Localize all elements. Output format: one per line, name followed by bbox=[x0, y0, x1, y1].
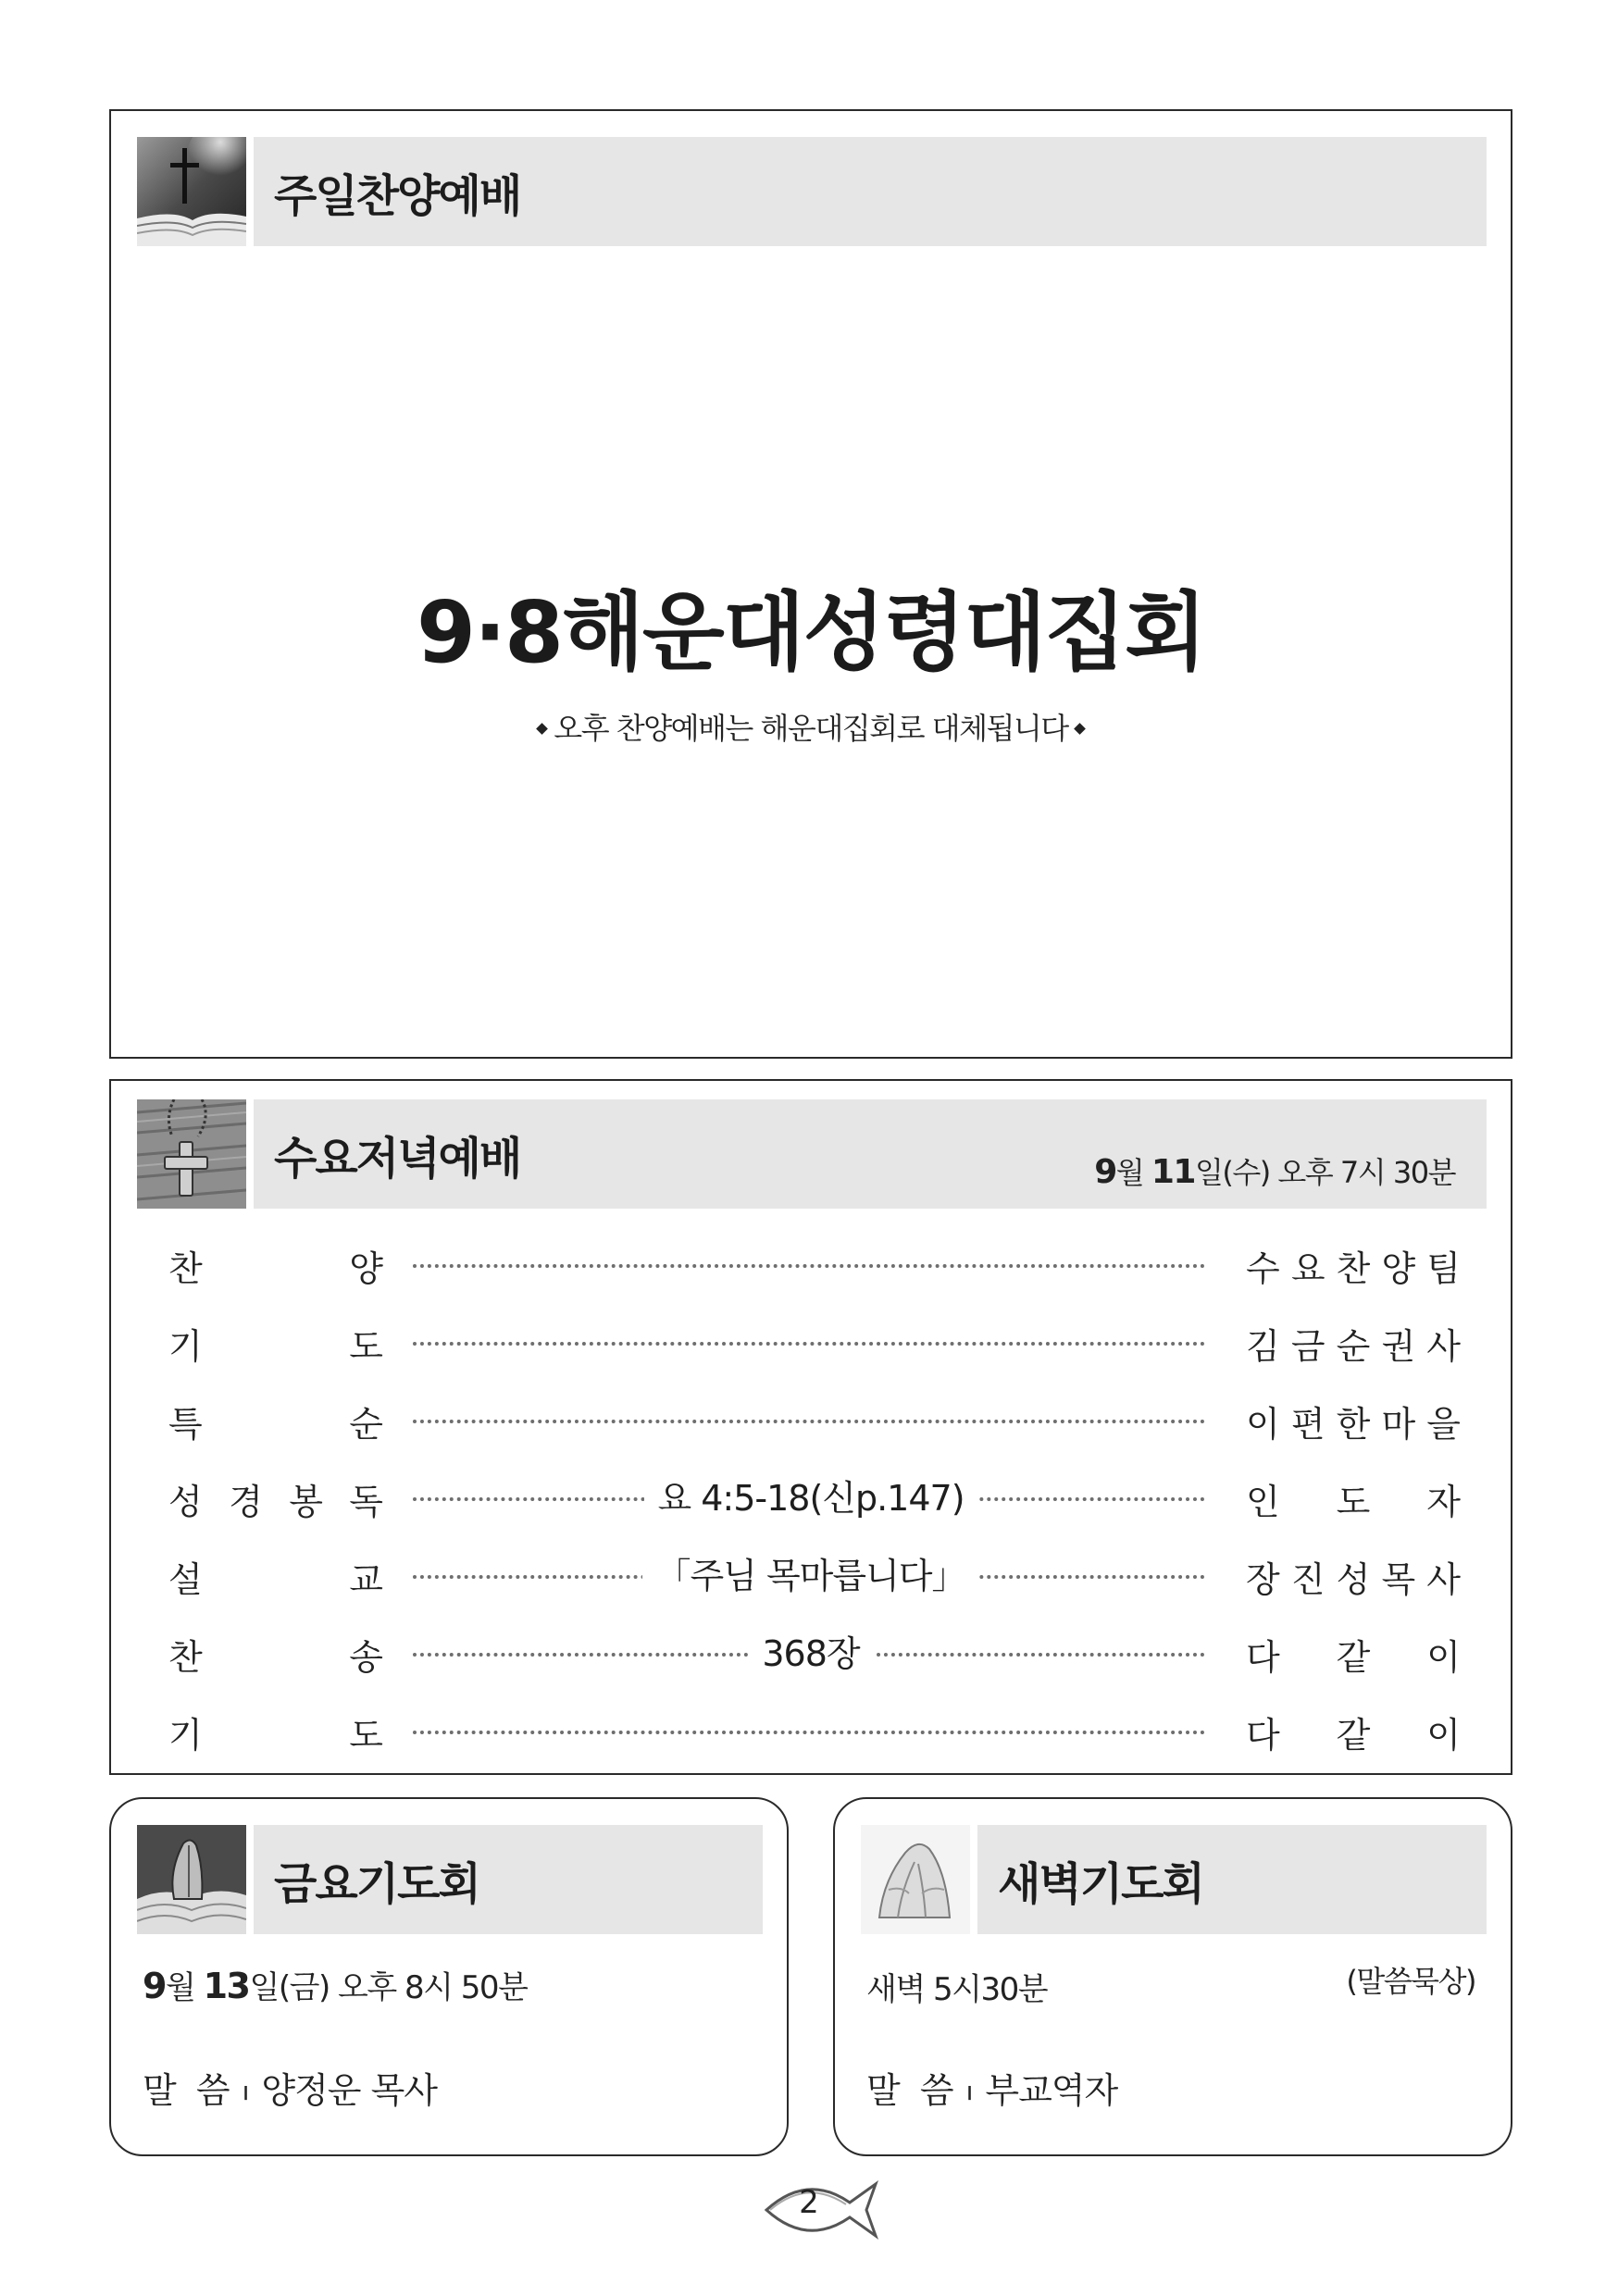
order-label-char: 독 bbox=[349, 1482, 383, 1522]
order-person bbox=[1246, 1318, 1461, 1369]
cross-candle-photo-icon bbox=[137, 137, 246, 246]
month-number: 9 bbox=[1094, 1153, 1116, 1191]
order-label-char: 찬 bbox=[168, 1637, 203, 1678]
order-label-char: 찬 bbox=[168, 1248, 203, 1289]
order-person-char: 요 bbox=[1290, 1248, 1326, 1289]
service-time: 새벽 5시30분 bbox=[866, 1971, 1048, 2008]
word-label: 말 씀 bbox=[866, 2070, 953, 2111]
separator: ı bbox=[965, 2076, 973, 2106]
order-person-char: 자 bbox=[1426, 1482, 1461, 1522]
month-number: 9 bbox=[143, 1966, 166, 2006]
day-time: 일(금) 오후 8시 50분 bbox=[249, 1969, 528, 2006]
page-number-badge bbox=[761, 2173, 881, 2243]
month-unit: 월 bbox=[165, 1969, 204, 2006]
order-person-char: 같 bbox=[1336, 1715, 1371, 1756]
dawn-header bbox=[861, 1825, 1487, 1934]
section-title: 새벽기도회 bbox=[998, 1857, 1203, 1910]
order-detail: 「주님 목마릅니다」 bbox=[642, 1556, 978, 1596]
order-row bbox=[111, 1233, 1511, 1288]
order-person-char: 금 bbox=[1290, 1326, 1326, 1367]
order-person-char: 한 bbox=[1336, 1404, 1371, 1445]
speaker-line bbox=[866, 2062, 1117, 2113]
order-person bbox=[1246, 1240, 1461, 1291]
wednesday-header bbox=[137, 1099, 1487, 1209]
order-person bbox=[1246, 1551, 1461, 1602]
dotted-leader bbox=[413, 1731, 1205, 1734]
order-person-char: 진 bbox=[1290, 1559, 1326, 1600]
day-number: 13 bbox=[203, 1966, 250, 2006]
sunday-header bbox=[137, 137, 1487, 246]
service-datetime bbox=[1094, 1149, 1455, 1192]
order-person-char: 사 bbox=[1426, 1559, 1461, 1600]
word-label: 말 씀 bbox=[143, 2070, 230, 2111]
praying-hands-bible-photo-icon bbox=[137, 1825, 246, 1934]
order-person-char: 을 bbox=[1426, 1404, 1461, 1445]
order-label-char: 설 bbox=[168, 1559, 203, 1600]
order-person-char: 사 bbox=[1426, 1326, 1461, 1367]
order-person bbox=[1246, 1473, 1461, 1524]
headline-note: 오후 찬양예배는 해운대집회로 대체됩니다 bbox=[554, 711, 1068, 746]
order-label-char: 특 bbox=[168, 1404, 203, 1445]
order-row bbox=[111, 1621, 1511, 1677]
order-person-char: 마 bbox=[1381, 1404, 1416, 1445]
service-note: (말씀묵상) bbox=[1346, 1964, 1475, 1999]
dawn-title-bar bbox=[977, 1825, 1487, 1934]
order-label-char: 도 bbox=[349, 1715, 383, 1756]
day-time: 일(수) 오후 7시 30분 bbox=[1194, 1155, 1455, 1190]
order-label bbox=[168, 1706, 383, 1757]
order-label-char: 성 bbox=[168, 1482, 203, 1522]
sunday-title-bar bbox=[254, 137, 1487, 246]
order-person-char: 같 bbox=[1336, 1637, 1371, 1678]
wednesday-title-bar bbox=[254, 1099, 1487, 1209]
dotted-leader bbox=[413, 1342, 1205, 1346]
service-datetime bbox=[143, 1962, 527, 2007]
section-title: 주일찬양예배 bbox=[274, 169, 521, 222]
speaker: 양정운 목사 bbox=[261, 2070, 437, 2111]
order-person-char: 순 bbox=[1336, 1326, 1371, 1367]
order-detail: 요 4:5-18(신p.147) bbox=[644, 1478, 977, 1519]
dotted-leader bbox=[413, 1420, 1205, 1423]
section-title: 수요저녁예배 bbox=[274, 1132, 521, 1185]
order-person-char: 장 bbox=[1246, 1559, 1280, 1600]
order-person-char: 이 bbox=[1426, 1715, 1461, 1756]
order-person-char: 찬 bbox=[1336, 1248, 1371, 1289]
order-row bbox=[111, 1544, 1511, 1599]
order-row bbox=[111, 1699, 1511, 1755]
separator: ı bbox=[242, 2076, 249, 2106]
rosary-cross-photo-icon bbox=[137, 1099, 246, 1209]
wednesday-worship-section bbox=[109, 1079, 1512, 1775]
speaker-line bbox=[143, 2062, 437, 2113]
order-person bbox=[1246, 1706, 1461, 1757]
friday-prayer-section bbox=[109, 1797, 789, 2156]
section-title: 금요기도회 bbox=[274, 1857, 479, 1910]
order-person-char: 이 bbox=[1426, 1637, 1461, 1678]
page-number: 2 bbox=[799, 2184, 819, 2221]
order-person bbox=[1246, 1629, 1461, 1680]
dawn-prayer-section bbox=[833, 1797, 1512, 2156]
order-person bbox=[1246, 1396, 1461, 1446]
order-row bbox=[111, 1466, 1511, 1521]
order-label-char: 순 bbox=[349, 1404, 383, 1445]
day-number: 11 bbox=[1151, 1153, 1195, 1191]
order-label bbox=[168, 1318, 383, 1369]
order-person-char: 인 bbox=[1246, 1482, 1280, 1522]
order-person-char: 권 bbox=[1381, 1326, 1416, 1367]
order-label-char: 기 bbox=[168, 1715, 203, 1756]
praying-hands-photo-icon bbox=[861, 1825, 970, 1934]
order-label bbox=[168, 1396, 383, 1446]
order-person-char: 편 bbox=[1290, 1404, 1326, 1445]
order-label-char: 양 bbox=[349, 1248, 383, 1289]
order-row bbox=[111, 1310, 1511, 1366]
month-unit: 월 bbox=[1115, 1155, 1151, 1190]
order-person-char: 김 bbox=[1246, 1326, 1280, 1367]
order-detail: 368장 bbox=[749, 1633, 872, 1674]
sunday-worship-section bbox=[109, 109, 1512, 1059]
order-label-char: 기 bbox=[168, 1326, 203, 1367]
order-person-char: 목 bbox=[1381, 1559, 1416, 1600]
order-label-char: 송 bbox=[349, 1637, 383, 1678]
friday-title-bar bbox=[254, 1825, 763, 1934]
order-person-char: 양 bbox=[1381, 1248, 1416, 1289]
diamond-bullet-icon bbox=[1074, 723, 1086, 735]
headline-note-line bbox=[111, 705, 1511, 748]
speaker: 부교역자 bbox=[985, 2070, 1118, 2111]
headline: 9·8해운대성령대집회 bbox=[417, 583, 1205, 682]
diamond-bullet-icon bbox=[536, 723, 548, 735]
order-row bbox=[111, 1388, 1511, 1444]
order-label bbox=[168, 1240, 383, 1291]
order-label-char: 교 bbox=[349, 1559, 383, 1600]
order-person-char: 다 bbox=[1246, 1715, 1280, 1756]
order-person-char: 수 bbox=[1246, 1248, 1280, 1289]
order-person-char: 다 bbox=[1246, 1637, 1280, 1678]
order-person-char: 도 bbox=[1336, 1482, 1371, 1522]
friday-header bbox=[137, 1825, 763, 1934]
dotted-leader bbox=[413, 1264, 1205, 1268]
order-label-char: 경 bbox=[229, 1482, 263, 1522]
order-person-char: 성 bbox=[1336, 1559, 1371, 1600]
order-label-char: 봉 bbox=[289, 1482, 323, 1522]
order-person-char: 이 bbox=[1246, 1404, 1280, 1445]
order-person-char: 팀 bbox=[1426, 1248, 1461, 1289]
order-label-char: 도 bbox=[349, 1326, 383, 1367]
